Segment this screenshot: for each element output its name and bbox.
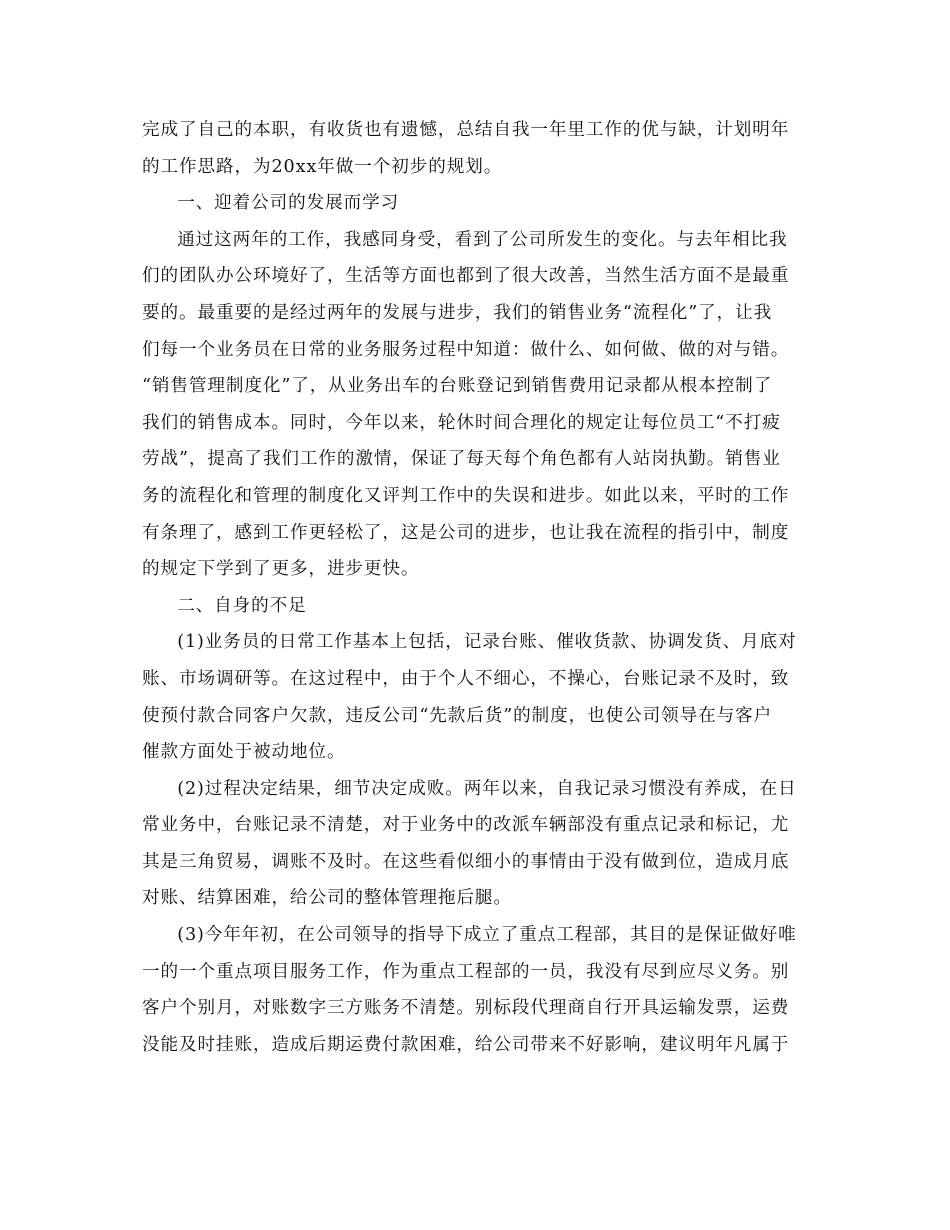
text-line: 的工作思路，为20xx年做一个初步的规划。 xyxy=(142,156,503,177)
text-line: 务的流程化和管理的制度化又评判工作中的失误和进步。如此以来，平时的工作 xyxy=(142,485,790,506)
text-line: 使预付款合同客户欠款，违反公司“先款后货”的制度，也使公司领导在与客户 xyxy=(142,705,773,726)
text-line: 我们的销售成本。同时，今年以来，轮休时间合理化的规定让每位员工“不打疲 xyxy=(142,412,781,433)
paragraph-shortcoming-1 xyxy=(142,624,807,770)
text-line: 有条理了，感到工作更轻松了，这是公司的进步，也让我在流程的指引中，制度 xyxy=(142,522,790,543)
paragraph-learning xyxy=(142,222,807,588)
section-heading-1: 一、迎着公司的发展而学习 xyxy=(177,193,400,214)
text-line: (3)今年年初，在公司领导的指导下成立了重点工程部，其目的是保证做好唯 xyxy=(177,925,797,946)
text-line: 要的。最重要的是经过两年的发展与进步，我们的销售业务“流程化”了，让我 xyxy=(142,302,773,323)
text-line: 其是三角贸易，调账不及时。在这些看似细小的事情由于没有做到位，造成月底 xyxy=(142,851,790,872)
document-body xyxy=(142,112,807,1063)
text-line: 一的一个重点项目服务工作，作为重点工程部的一员，我没有尽到应尽义务。别 xyxy=(142,961,790,982)
text-line: 通过这两年的工作，我感同身受，看到了公司所发生的变化。与去年相比我 xyxy=(177,229,788,250)
section-heading-2: 二、自身的不足 xyxy=(177,595,307,616)
text-line: 的规定下学到了更多，进步更快。 xyxy=(142,559,420,580)
text-line: 劳战”，提高了我们工作的激情，保证了每天每个角色都有人站岗执勤。销售业 xyxy=(142,449,781,470)
text-line: 们的团队办公环境好了，生活等方面也都到了很大改善，当然生活方面不是最重 xyxy=(142,266,790,287)
text-line: (1)业务员的日常工作基本上包括，记录台账、催收货款、协调发货、月底对 xyxy=(177,632,797,653)
text-line: 常业务中，台账记录不清楚，对于业务中的改派车辆部没有重点记录和标记，尤 xyxy=(142,815,790,836)
text-line: 们每一个业务员在日常的业务服务过程中知道：做什么、如何做、做的对与错。 xyxy=(142,339,790,360)
text-line: 客户个别月，对账数字三方账务不清楚。别标段代理商自行开具运输发票，运费 xyxy=(142,998,790,1019)
text-line: 没能及时挂账，造成后期运费付款困难，给公司带来不好影响，建议明年凡属于 xyxy=(142,1034,790,1055)
paragraph-shortcoming-2 xyxy=(142,771,807,917)
text-line: 催款方面处于被动地位。 xyxy=(142,742,346,763)
text-line: 对账、结算困难，给公司的整体管理拖后腿。 xyxy=(142,888,512,909)
text-line: 账、市场调研等。在这过程中，由于个人不细心，不操心，台账记录不及时，致 xyxy=(142,668,790,689)
text-line: (2)过程决定结果，细节决定成败。两年以来，自我记录习惯没有养成，在日 xyxy=(177,778,797,799)
paragraph-shortcoming-3 xyxy=(142,917,807,1063)
text-line: “销售管理制度化”了，从业务出车的台账登记到销售费用记录都从根本控制了 xyxy=(142,376,773,397)
text-line: 完成了自己的本职，有收货也有遗憾，总结自我一年里工作的优与缺，计划明年 xyxy=(142,120,790,140)
paragraph-intro xyxy=(142,112,807,185)
